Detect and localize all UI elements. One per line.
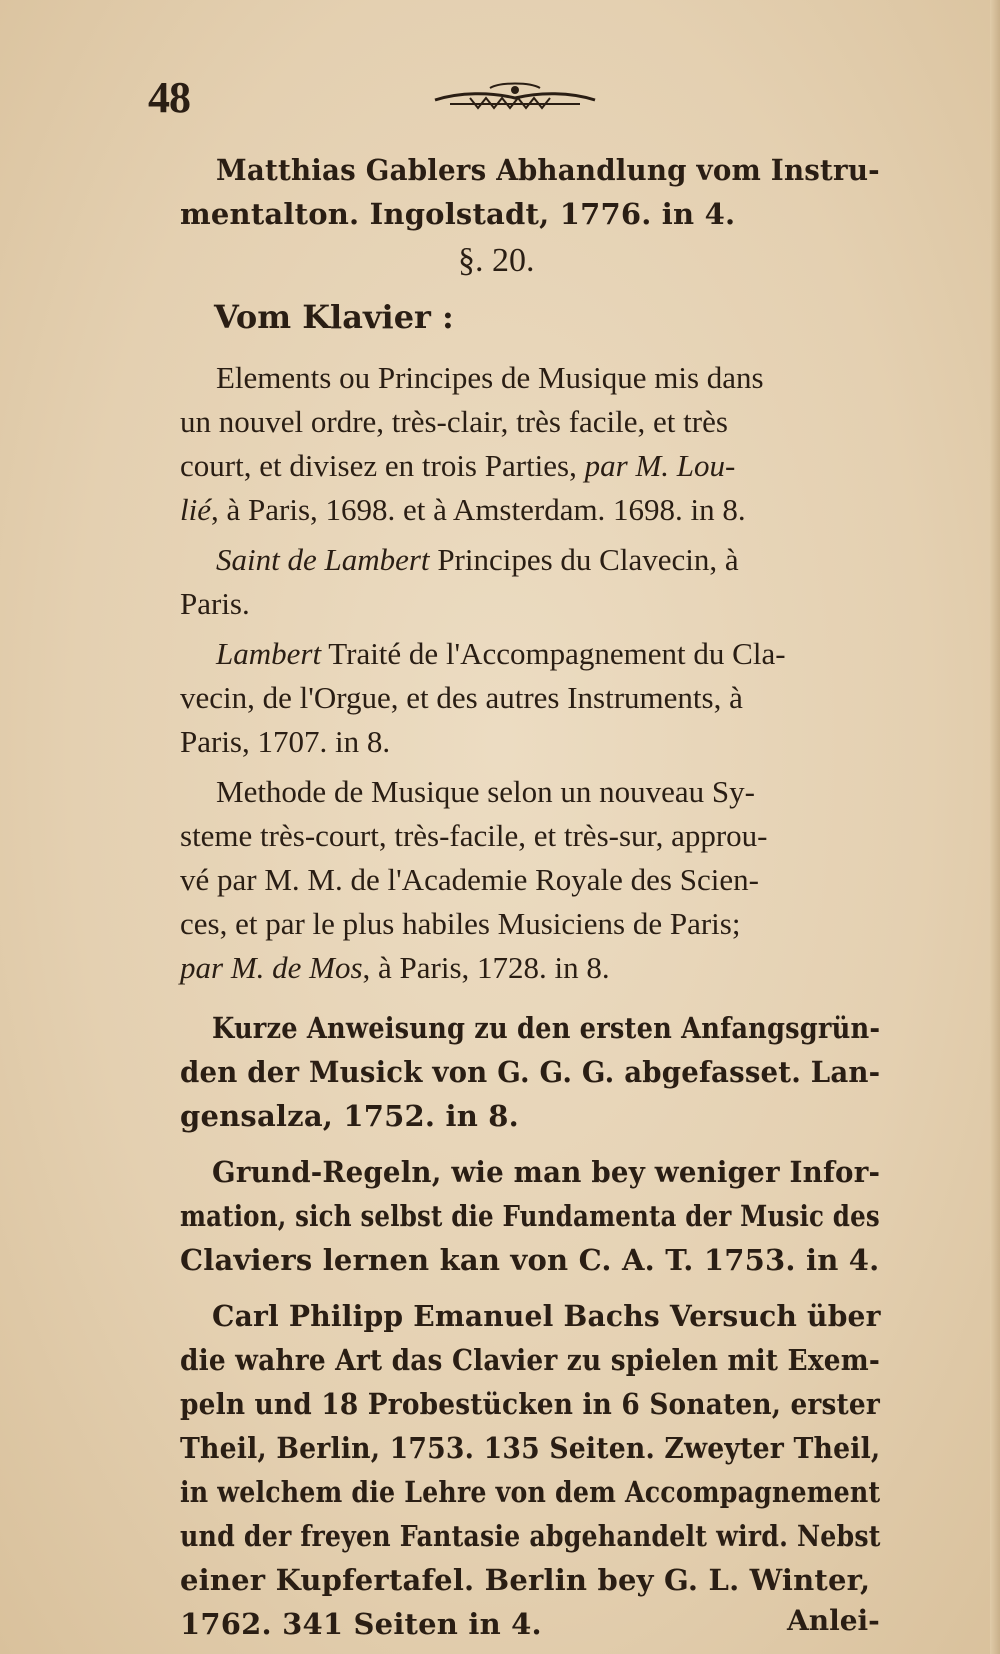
- bach-line-1: Carl Philipp Emanuel Bachs Versuch über: [212, 1299, 881, 1333]
- loulie-line-4-text: , à Paris, 1698. et à Amsterdam. 1698. in 8.: [211, 492, 746, 527]
- kurze-line-1: Kurze Anweisung zu den ersten Anfangsgrün-: [212, 1011, 881, 1045]
- methode-author: par M. de Mos: [180, 950, 363, 985]
- saint-lambert-line-1: [216, 540, 739, 580]
- lambert-line-2: vecin, de l'Orgue, et des autres Instruments, à: [180, 680, 743, 715]
- methode-line-5-text: , à Paris, 1728. in 8.: [362, 950, 610, 985]
- bach-line-3: peln und 18 Probestücken in 6 Sonaten, erster: [180, 1387, 880, 1421]
- saint-lambert-author: Saint de Lambert: [216, 542, 430, 577]
- gabler-line-2: mentalton. Ingolstadt, 1776. in 4.: [180, 197, 736, 231]
- lambert-author: Lambert: [216, 636, 322, 671]
- gabler-line-1: Matthias Gablers Abhandlung vom Instru-: [216, 153, 880, 187]
- section-mark: §. 20.: [458, 242, 535, 279]
- loulie-line-4: [180, 490, 746, 530]
- lambert-line-1-text: Traité de l'Accompagnement du Cla-: [321, 636, 786, 671]
- ornament-icon: [430, 78, 600, 118]
- heading-vom-klavier: Vom Klavier :: [214, 298, 454, 336]
- grund-line-2: mation, sich selbst die Fundamenta der Music des: [180, 1199, 880, 1233]
- catchword: Anlei-: [787, 1604, 880, 1637]
- bach-line-6: und der freyen Fantasie abgehandelt wird. Nebst: [180, 1519, 881, 1553]
- loulie-line-2: un nouvel ordre, très-clair, très facile, et très: [180, 404, 728, 439]
- saint-lambert-line-2: Paris.: [180, 586, 250, 621]
- methode-line-5: [180, 948, 610, 988]
- methode-line-3: vé par M. M. de l'Academie Royale des Scien-: [180, 862, 759, 897]
- loulie-author-part-2: lié: [180, 492, 211, 527]
- kurze-line-2: den der Musick von G. G. G. abgefasset. Lan-: [180, 1055, 881, 1089]
- methode-line-1: Methode de Musique selon un nouveau Sy-: [216, 774, 755, 809]
- bach-line-4: Theil, Berlin, 1753. 135 Seiten. Zweyter Theil,: [180, 1431, 881, 1465]
- bach-line-8: 1762. 341 Seiten in 4.: [180, 1607, 542, 1641]
- loulie-line-3: [180, 446, 735, 486]
- grund-line-3: Claviers lernen kan von C. A. T. 1753. in 4.: [180, 1243, 880, 1277]
- methode-line-4: ces, et par le plus habiles Musiciens de Paris;: [180, 906, 741, 941]
- bach-line-2: die wahre Art das Clavier zu spielen mit Exem-: [180, 1343, 880, 1377]
- bach-line-7: einer Kupfertafel. Berlin bey G. L. Winter,: [180, 1563, 871, 1597]
- loulie-author-part-1: par M. Lou-: [584, 448, 736, 483]
- kurze-line-3: gensalza, 1752. in 8.: [180, 1099, 519, 1133]
- lambert-line-1: [216, 634, 786, 674]
- loulie-line-3-text: court, et divisez en trois Parties,: [180, 448, 585, 483]
- grund-line-1: Grund-Regeln, wie man bey weniger Infor-: [212, 1155, 881, 1189]
- page-number: 48: [148, 73, 190, 122]
- lambert-line-3: Paris, 1707. in 8.: [180, 724, 391, 759]
- methode-line-2: steme très-court, très-facile, et très-sur, approu-: [180, 818, 768, 853]
- page-edge: [990, 0, 1000, 1654]
- bach-line-5: in welchem die Lehre von dem Accompagnement: [180, 1475, 881, 1509]
- saint-lambert-line-1-text: Principes du Clavecin, à: [429, 542, 739, 577]
- loulie-line-1: Elements ou Principes de Musique mis dans: [216, 360, 764, 395]
